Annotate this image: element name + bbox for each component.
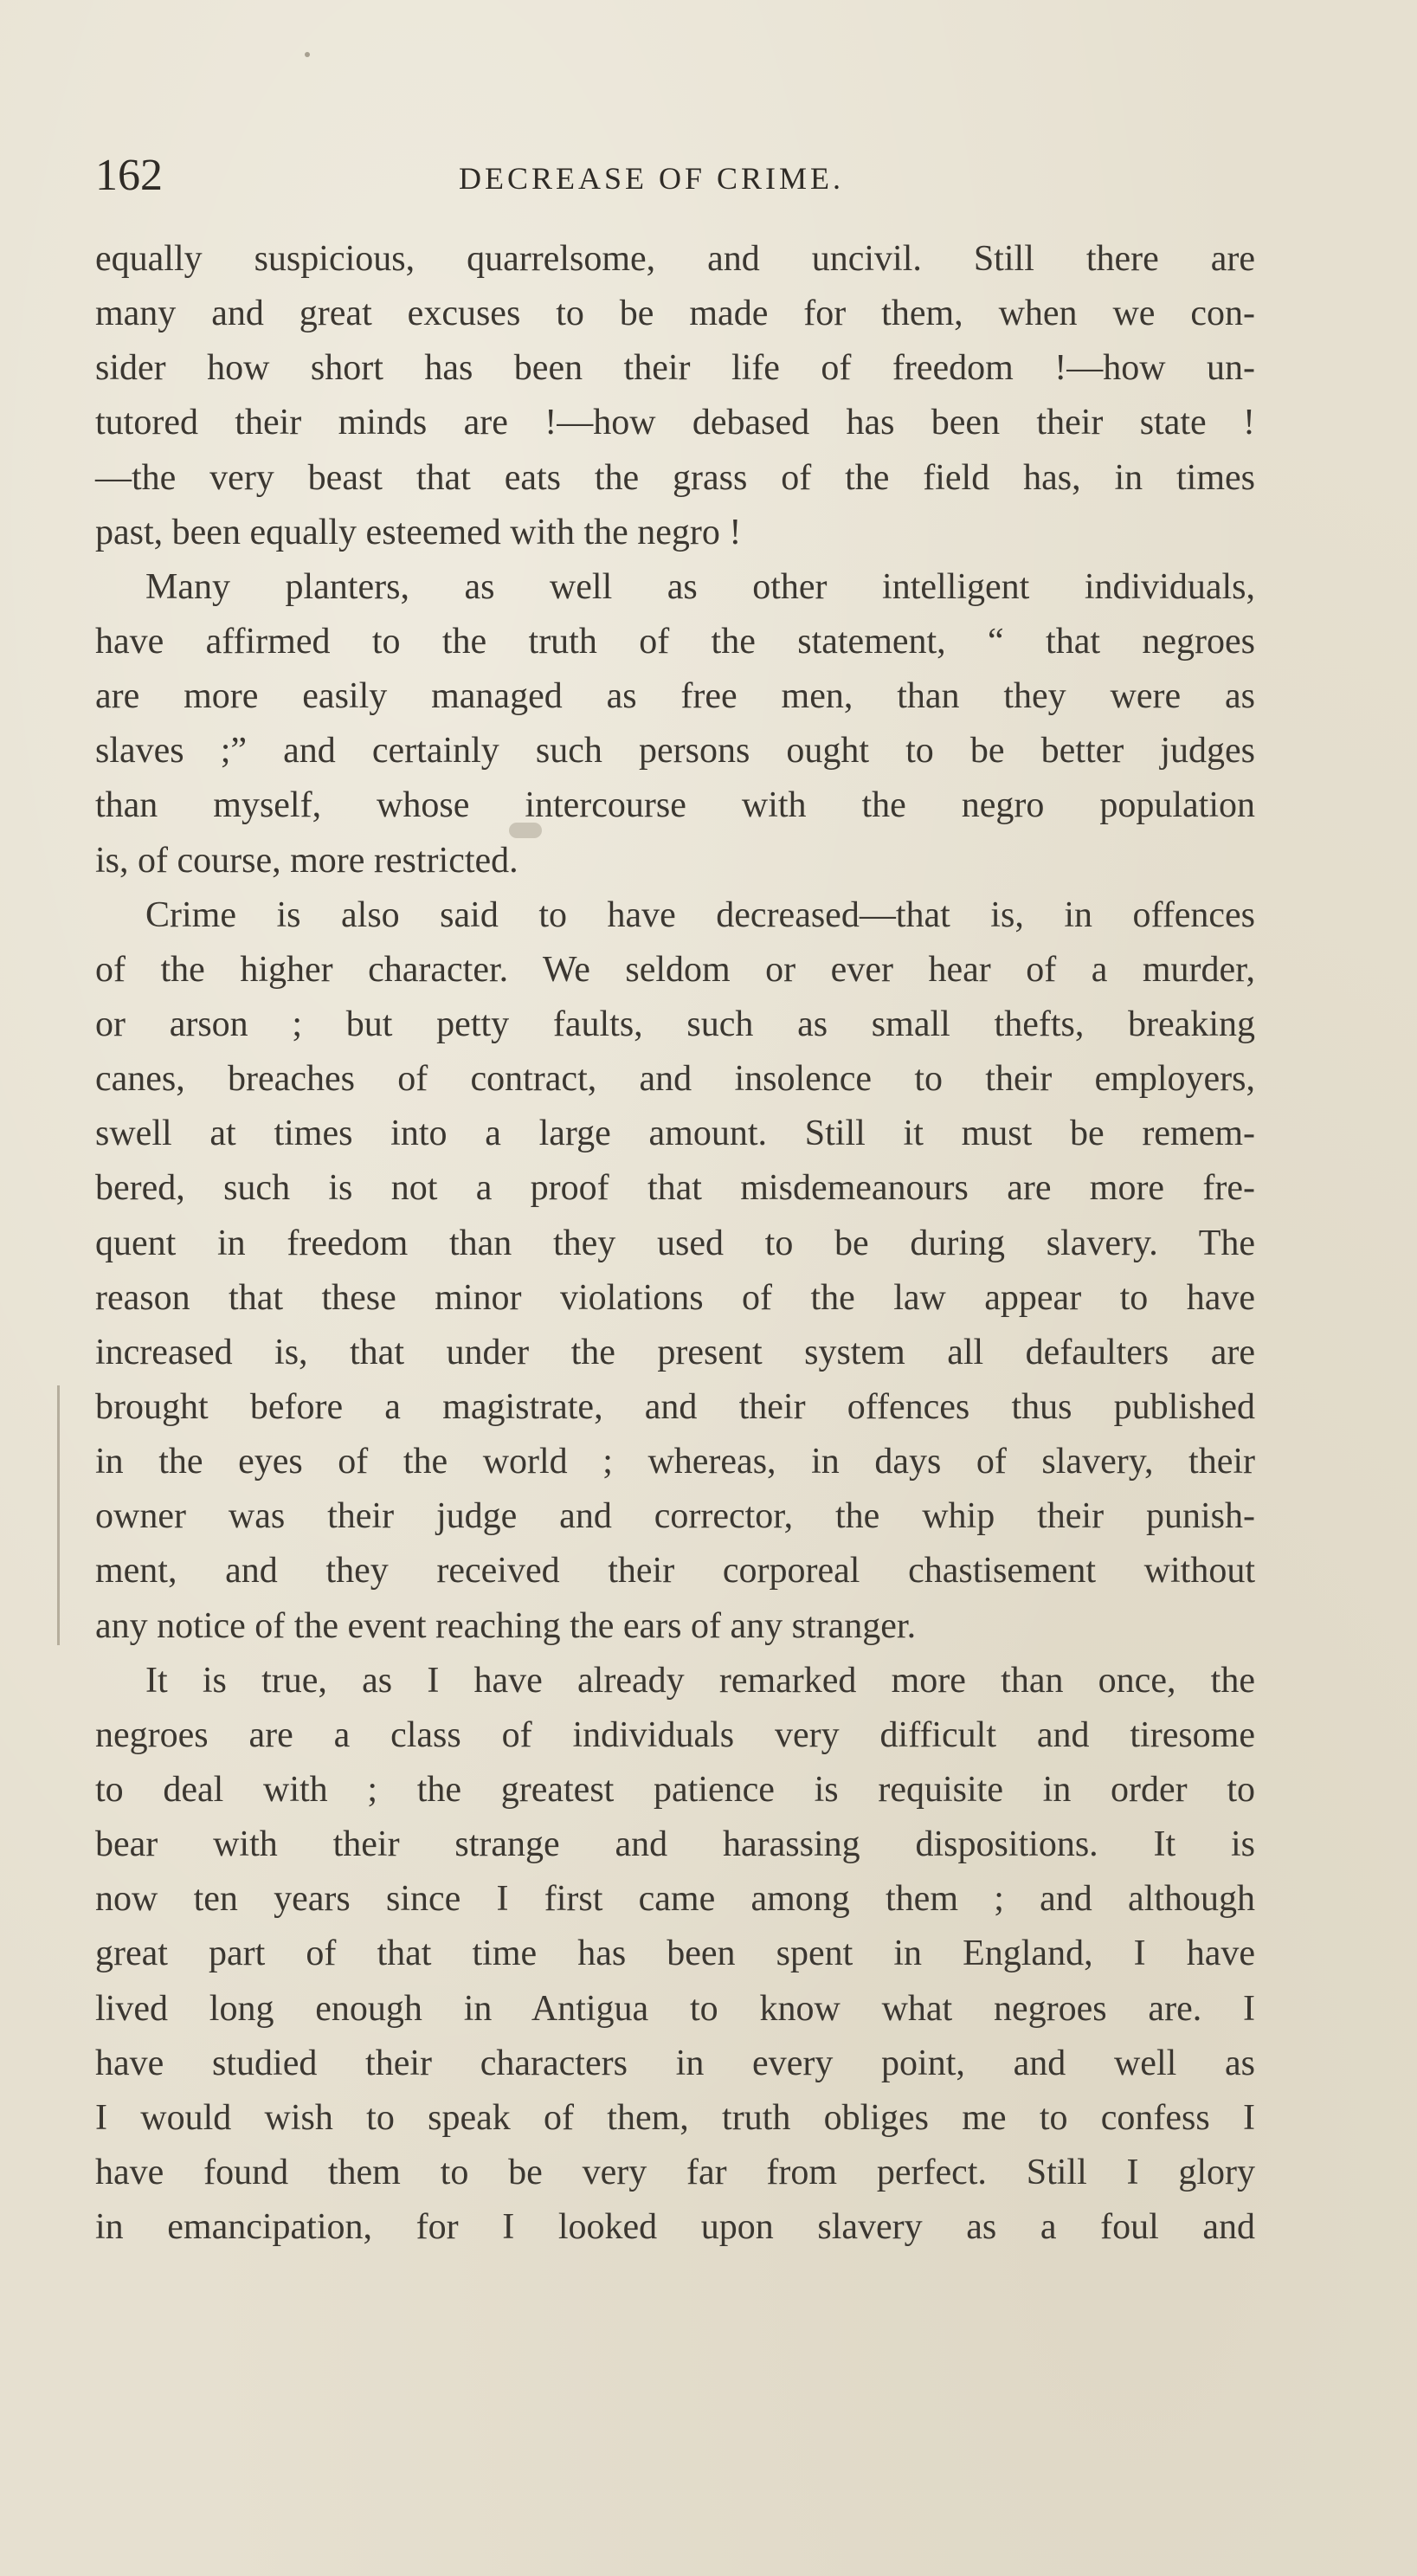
text-line: negroes are a class of individuals very difficult and tiresome [95, 1714, 1255, 1755]
ink-smudge [509, 823, 542, 838]
text-line: brought before a magistrate, and their offences thus published [95, 1386, 1255, 1427]
text-line: ment, and they received their corporeal chastisement without [95, 1551, 1255, 1591]
page-header [95, 145, 1255, 206]
text-line: past, been equally esteemed with the negro ! [95, 512, 742, 552]
text-line: many and great excuses to be made for them, when we con- [95, 294, 1255, 334]
text-line: bear with their strange and harassing dispositions. It is [95, 1824, 1255, 1865]
text-line: have studied their characters in every point, and well as [95, 2043, 1255, 2083]
text-line: bered, such is not a proof that misdemeanours are more fre- [95, 1168, 1255, 1209]
text-line: increased is, that under the present system all defaulters are [95, 1332, 1255, 1372]
text-line: than myself, whose intercourse with the negro population [95, 785, 1255, 826]
text-line: I would wish to speak of them, truth obliges me to confess I [95, 2097, 1255, 2138]
text-line: are more easily managed as free men, than they were as [95, 676, 1255, 717]
margin-mark [57, 1385, 60, 1645]
body-text [95, 232, 1255, 2255]
text-line: canes, breaches of contract, and insolence to their employers, [95, 1059, 1255, 1100]
text-line: of the higher character. We seldom or ever hear of a murder, [95, 949, 1255, 990]
ink-speck [305, 52, 310, 57]
running-head: DECREASE OF CRIME. [459, 161, 845, 196]
text-line: quent in freedom than they used to be during slavery. The [95, 1223, 1255, 1263]
text-line: have affirmed to the truth of the statement, “ that negroes [95, 621, 1255, 662]
text-line: lived long enough in Antigua to know what negroes are. I [95, 1988, 1255, 2029]
text-line: Many planters, as well as other intelligent individuals, [145, 566, 1255, 607]
text-line: reason that these minor violations of the law appear to have [95, 1277, 1255, 1318]
text-line: to deal with ; the greatest patience is requisite in order to [95, 1769, 1255, 1810]
text-line: Crime is also said to have decreased—that is, in offences [145, 894, 1255, 935]
text-line: or arson ; but petty faults, such as small thefts, breaking [95, 1004, 1255, 1044]
text-line: in the eyes of the world ; whereas, in days of slavery, their [95, 1442, 1255, 1482]
text-line: —the very beast that eats the grass of the field has, in times [95, 457, 1255, 498]
page-number: 162 [95, 151, 163, 200]
text-line: now ten years since I first came among them ; and although [95, 1879, 1255, 1920]
text-line: equally suspicious, quarrelsome, and uncivil. Still there are [95, 239, 1255, 279]
text-line: any notice of the event reaching the ears of any stranger. [95, 1605, 917, 1646]
text-line: great part of that time has been spent in England, I have [95, 1934, 1255, 1974]
text-line: in emancipation, for I looked upon slavery as a foul and [95, 2207, 1255, 2248]
text-line: tutored their minds are !—how debased has been their state ! [95, 403, 1255, 443]
text-line: is, of course, more restricted. [95, 840, 518, 881]
text-line: have found them to be very far from perfect. Still I glory [95, 2152, 1255, 2192]
text-line: sider how short has been their life of freedom !—how un- [95, 348, 1255, 389]
text-line: swell at times into a large amount. Still it must be remem- [95, 1114, 1255, 1154]
text-line: owner was their judge and corrector, the whip their punish- [95, 1496, 1255, 1537]
text-line: slaves ;” and certainly such persons ought to be better judges [95, 731, 1255, 772]
text-line: It is true, as I have already remarked more than once, the [145, 1660, 1255, 1701]
